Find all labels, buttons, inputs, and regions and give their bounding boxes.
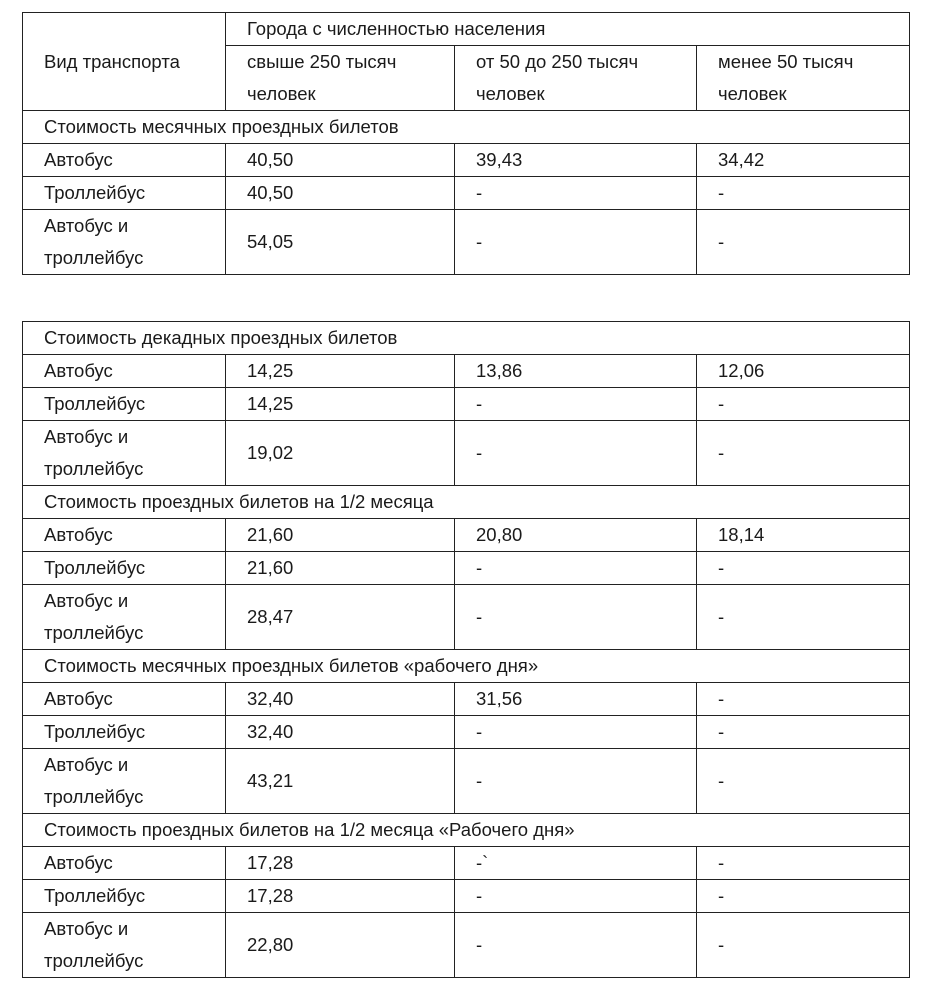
value-under-50: - — [697, 585, 910, 650]
table-row — [23, 552, 910, 585]
value-over-250: 32,40 — [226, 683, 455, 716]
transport-label: Автобус и троллейбус — [23, 210, 226, 275]
transport-label: Троллейбус — [23, 552, 226, 585]
value-50-250: - — [455, 421, 697, 486]
section-title-row — [23, 322, 910, 355]
value-under-50: - — [697, 913, 910, 978]
value-50-250: -` — [455, 847, 697, 880]
value-over-250: 19,02 — [226, 421, 455, 486]
fare-table-monthly — [22, 12, 910, 275]
table-row — [23, 177, 910, 210]
value-under-50: - — [697, 749, 910, 814]
section-title-row — [23, 486, 910, 519]
value-over-250: 43,21 — [226, 749, 455, 814]
value-under-50: - — [697, 421, 910, 486]
section-title: Стоимость месячных проездных билетов «рабочего дня» — [23, 650, 910, 683]
value-under-50: - — [697, 552, 910, 585]
transport-label: Автобус и троллейбус — [23, 421, 226, 486]
value-over-250: 54,05 — [226, 210, 455, 275]
value-under-50: - — [697, 880, 910, 913]
value-under-50: - — [697, 388, 910, 421]
value-under-50: 12,06 — [697, 355, 910, 388]
header-vehicle-type: Вид транспорта — [23, 13, 226, 111]
table-row — [23, 585, 910, 650]
value-50-250: - — [455, 210, 697, 275]
section-title: Стоимость проездных билетов на 1/2 месяца «Рабочего дня» — [23, 814, 910, 847]
transport-label: Автобус — [23, 683, 226, 716]
header-row — [23, 13, 910, 46]
value-over-250: 14,25 — [226, 355, 455, 388]
table-row — [23, 519, 910, 552]
section-title: Стоимость проездных билетов на 1/2 месяца — [23, 486, 910, 519]
value-50-250: - — [455, 552, 697, 585]
table-row — [23, 880, 910, 913]
transport-label: Троллейбус — [23, 880, 226, 913]
transport-label: Автобус и троллейбус — [23, 585, 226, 650]
fare-table-other — [22, 321, 910, 978]
value-over-250: 14,25 — [226, 388, 455, 421]
section-title-row — [23, 111, 910, 144]
value-under-50: - — [697, 683, 910, 716]
header-col-over-250: свыше 250 тысяч человек — [226, 46, 455, 111]
value-50-250: 31,56 — [455, 683, 697, 716]
table-row — [23, 683, 910, 716]
section-title: Стоимость декадных проездных билетов — [23, 322, 910, 355]
value-over-250: 22,80 — [226, 913, 455, 978]
table-row — [23, 355, 910, 388]
value-50-250: - — [455, 585, 697, 650]
value-over-250: 21,60 — [226, 552, 455, 585]
value-50-250: - — [455, 716, 697, 749]
value-under-50: - — [697, 210, 910, 275]
value-under-50: 34,42 — [697, 144, 910, 177]
transport-label: Автобус и троллейбус — [23, 913, 226, 978]
value-over-250: 32,40 — [226, 716, 455, 749]
value-over-250: 17,28 — [226, 847, 455, 880]
transport-label: Автобус — [23, 144, 226, 177]
table-row — [23, 388, 910, 421]
table-row — [23, 210, 910, 275]
section-title-row — [23, 650, 910, 683]
value-under-50: 18,14 — [697, 519, 910, 552]
transport-label: Троллейбус — [23, 177, 226, 210]
value-50-250: - — [455, 913, 697, 978]
value-over-250: 40,50 — [226, 144, 455, 177]
value-50-250: 39,43 — [455, 144, 697, 177]
table-row — [23, 847, 910, 880]
header-col-under-50: менее 50 тысяч человек — [697, 46, 910, 111]
transport-label: Автобус и троллейбус — [23, 749, 226, 814]
header-col-50-250: от 50 до 250 тысяч человек — [455, 46, 697, 111]
value-over-250: 40,50 — [226, 177, 455, 210]
value-under-50: - — [697, 716, 910, 749]
value-50-250: - — [455, 388, 697, 421]
table-row — [23, 716, 910, 749]
section-title-row — [23, 814, 910, 847]
table-row — [23, 144, 910, 177]
transport-label: Троллейбус — [23, 388, 226, 421]
value-over-250: 17,28 — [226, 880, 455, 913]
value-under-50: - — [697, 177, 910, 210]
table-row — [23, 421, 910, 486]
transport-label: Автобус — [23, 847, 226, 880]
value-under-50: - — [697, 847, 910, 880]
value-50-250: - — [455, 880, 697, 913]
value-50-250: - — [455, 177, 697, 210]
header-cities-population: Города с численностью населения — [226, 13, 910, 46]
value-50-250: 20,80 — [455, 519, 697, 552]
value-50-250: 13,86 — [455, 355, 697, 388]
transport-label: Автобус — [23, 355, 226, 388]
section-title: Стоимость месячных проездных билетов — [23, 111, 910, 144]
table-row — [23, 749, 910, 814]
transport-label: Автобус — [23, 519, 226, 552]
value-50-250: - — [455, 749, 697, 814]
transport-label: Троллейбус — [23, 716, 226, 749]
value-over-250: 21,60 — [226, 519, 455, 552]
value-over-250: 28,47 — [226, 585, 455, 650]
table-row — [23, 913, 910, 978]
